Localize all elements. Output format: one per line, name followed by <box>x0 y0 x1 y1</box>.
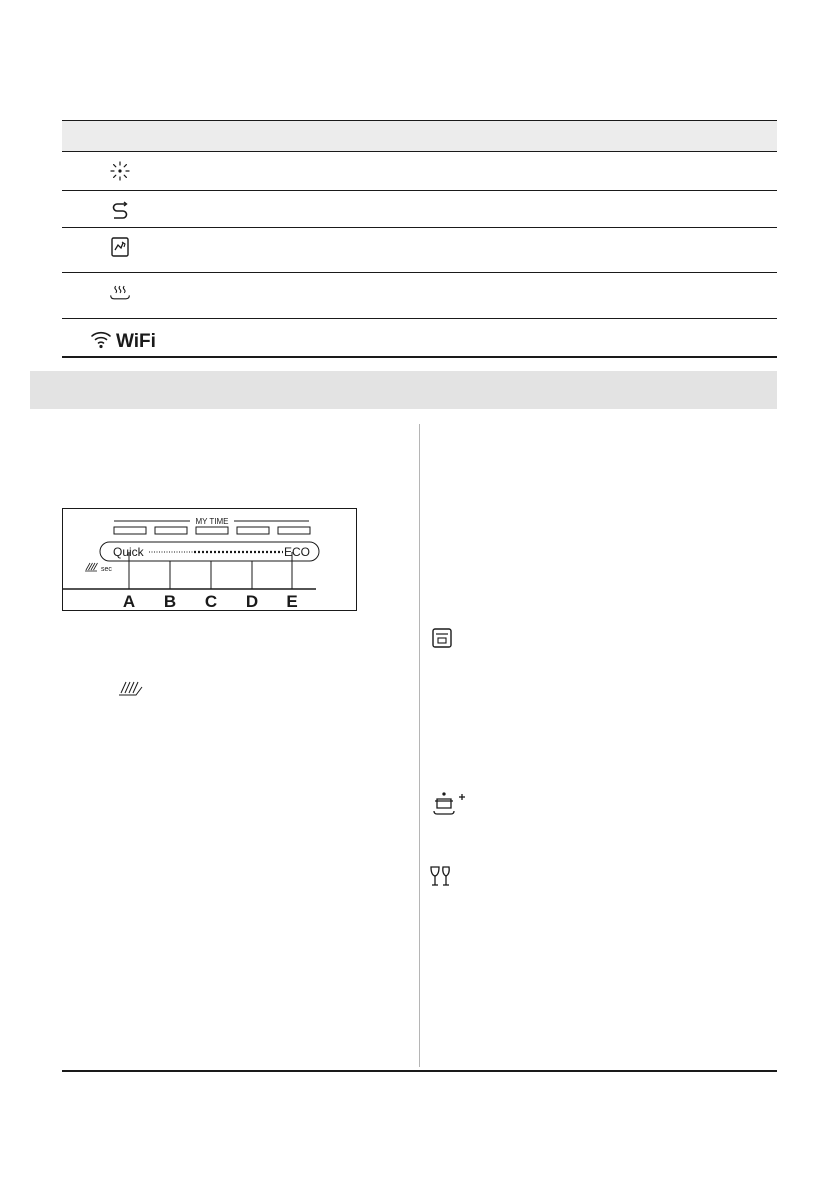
marker-c: C <box>204 592 218 611</box>
spray-sec-label: sec <box>101 566 112 573</box>
spray-small-icon <box>85 563 98 571</box>
section-heading-bar <box>30 371 777 409</box>
wifi-label: WiFi <box>116 331 156 352</box>
table-row <box>62 191 777 228</box>
auto-off-icon <box>109 160 131 182</box>
extra-hygiene-icon <box>431 791 467 817</box>
marker-e: E <box>286 592 298 611</box>
marker-b: B <box>163 592 177 611</box>
program-eco-label: ECO <box>284 545 311 559</box>
rinse-cycle-icon <box>109 199 131 221</box>
table-row <box>62 319 777 358</box>
table-row <box>62 228 777 273</box>
time-bar <box>196 527 228 534</box>
table-row <box>62 152 777 191</box>
glass-care-icon <box>429 865 453 889</box>
time-bar <box>237 527 269 534</box>
machine-care-icon <box>109 236 131 258</box>
table-header <box>62 120 777 152</box>
column-divider <box>419 424 420 1067</box>
display-panel-figure <box>62 508 357 611</box>
dry-heat-icon <box>109 281 131 303</box>
program-quick-label: Quick <box>113 545 144 559</box>
marker-a: A <box>122 592 136 611</box>
page-bottom-rule <box>62 1070 777 1072</box>
table-row <box>62 273 777 319</box>
time-bar <box>278 527 310 534</box>
spray-arm-icon <box>118 679 144 699</box>
my-time-heading: MY TIME <box>195 517 229 526</box>
wifi-icon <box>90 326 160 352</box>
basket-icon <box>431 627 453 649</box>
time-bar <box>114 527 146 534</box>
time-bar <box>155 527 187 534</box>
marker-d: D <box>245 592 259 611</box>
symbols-table <box>62 120 777 358</box>
